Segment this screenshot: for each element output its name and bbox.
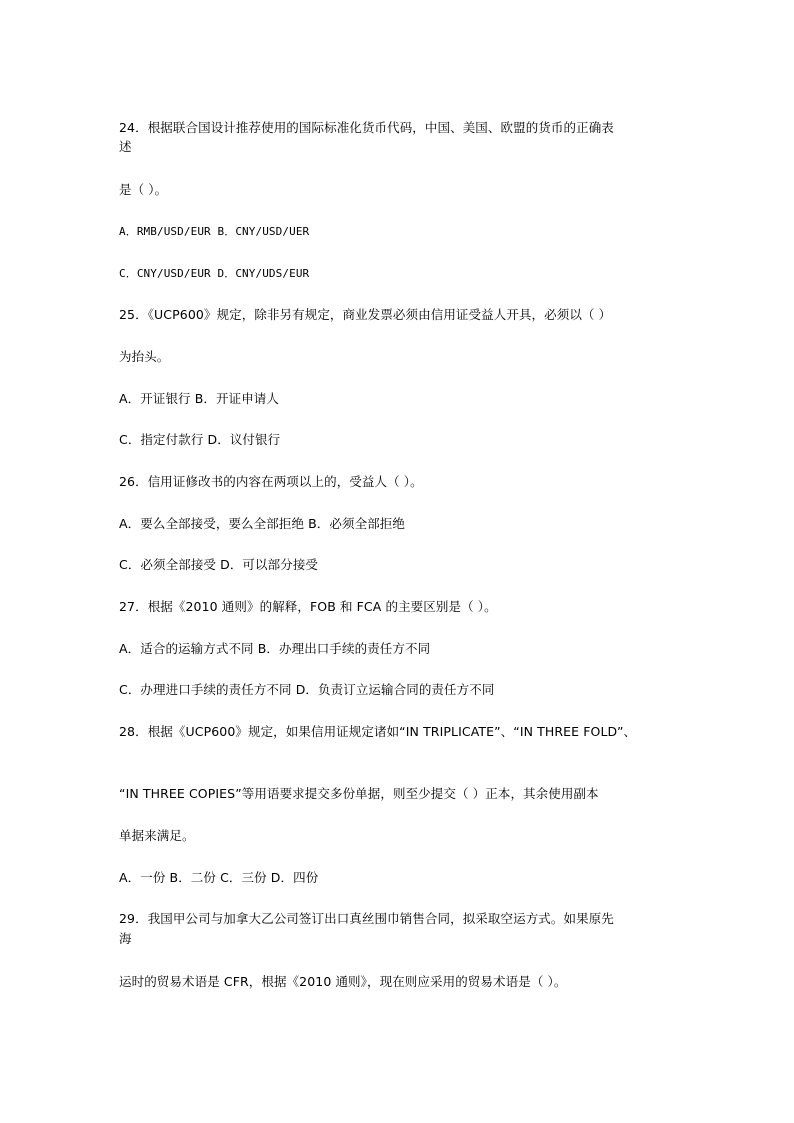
question-27-options-ab: A．适合的运输方式不同 B．办理出口手续的责任方不同: [119, 641, 431, 656]
question-25-stem-line-1: 25．《UCP600》规定，除非另有规定，商业发票必须由信用证受益人开具，必须以（ ）: [119, 307, 612, 322]
question-26-options-cd: C．必须全部接受 D．可以部分接受: [119, 557, 319, 572]
question-28-stem-line-1: 28．根据《UCP600》规定，如果信用证规定诸如“IN TRIPLICATE”、“IN THREE FOLD”、: [119, 724, 637, 739]
question-29-stem-line-1: 29．我国甲公司与加拿大乙公司签订出口真丝围巾销售合同，拟采取空运方式。如果原先: [119, 911, 614, 926]
question-26-stem: 26．信用证修改书的内容在两项以上的，受益人（ ）。: [119, 474, 423, 489]
question-24-options-cd: C．CNY/USD/EUR D．CNY/UDS/EUR: [119, 267, 310, 280]
question-27-stem: 27．根据《2010 通则》的解释，FOB 和 FCA 的主要区别是（ ）。: [119, 599, 497, 614]
question-28-stem-line-2: “IN THREE COPIES”等用语要求提交多份单据，则至少提交（ ）正本，其余使用副本: [119, 786, 599, 801]
question-29-stem-line-3: 运时的贸易术语是 CFR，根据《2010 通则》，现在则应采用的贸易术语是（ ）。: [119, 974, 567, 989]
question-28-stem-line-3: 单据来满足。: [119, 828, 195, 843]
question-28-options: A．一份 B．二份 C．三份 D．四份: [119, 870, 319, 885]
question-25-stem-line-2: 为抬头。: [119, 349, 170, 364]
question-27-options-cd: C．办理进口手续的责任方不同 D．负责订立运输合同的责任方不同: [119, 682, 495, 697]
question-25-options-cd: C．指定付款行 D．议付银行: [119, 432, 281, 447]
question-29-stem-line-2: 海: [119, 931, 132, 946]
question-24-stem-line-2: 述: [119, 139, 132, 154]
question-24-options-ab: A．RMB/USD/EUR B．CNY/USD/UER: [119, 225, 310, 238]
question-25-options-ab: A．开证银行 B．开证申请人: [119, 391, 280, 406]
question-26-options-ab: A．要么全部接受，要么全部拒绝 B．必须全部拒绝: [119, 516, 406, 531]
question-24-stem-line-3: 是（ ）。: [119, 182, 168, 197]
question-24-stem-line-1: 24．根据联合国设计推荐使用的国际标准化货币代码，中国、美国、欧盟的货币的正确表: [119, 120, 614, 135]
